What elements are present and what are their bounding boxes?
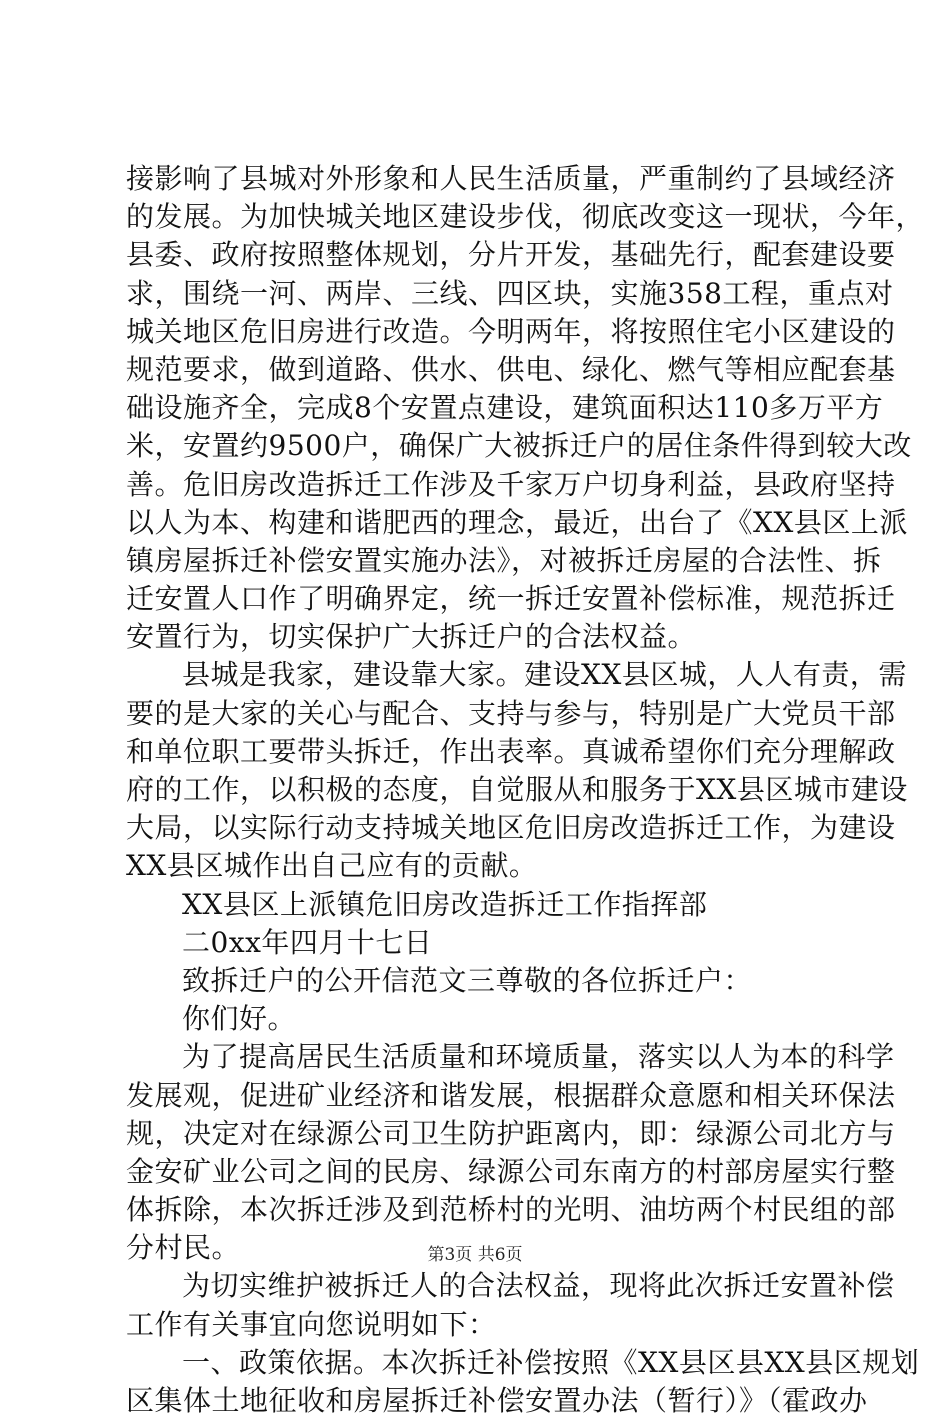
page-number-footer: 第3页 共6页: [427, 1245, 523, 1265]
text-line: 善。危旧房改造拆迁工作涉及千家万户切身利益，县政府坚持: [126, 467, 896, 501]
text-line: 求，围绕一河、两岸、三线、四区块，实施358工程，重点对: [126, 276, 894, 310]
text-line: 要的是大家的关心与配合、支持与参与，特别是广大党员干部: [126, 696, 896, 730]
section-heading: 致拆迁户的公开信范文三尊敬的各位拆迁户：: [182, 963, 753, 997]
text-line: 镇房屋拆迁补偿安置实施办法》，对被拆迁房屋的合法性、拆: [126, 543, 882, 577]
text-line: 以人为本、构建和谐肥西的理念，最近，出台了《XX县区上派: [126, 505, 908, 539]
text-line: 府的工作，以积极的态度，自觉服从和服务于XX县区城市建设: [126, 773, 908, 806]
text-line: 迁安置人口作了明确界定，统一拆迁安置补偿标准，规范拆迁: [126, 582, 896, 616]
text-line: 金安矿业公司之间的民房、绿源公司东南方的村部房屋实行整: [126, 1154, 896, 1188]
signature-org: XX县区上派镇危旧房改造拆迁工作指挥部: [182, 887, 708, 921]
text-line: 规，决定对在绿源公司卫生防护距离内，即：绿源公司北方与: [126, 1116, 896, 1150]
text-line: 发展观，促进矿业经济和谐发展，根据群众意愿和相关环保法: [126, 1078, 896, 1112]
text-line: 接影响了县城对外形象和人民生活质量，严重制约了县域经济: [126, 162, 896, 195]
text-line: 规范要求，做到道路、供水、供电、绿化、燃气等相应配套基: [126, 352, 896, 386]
text-line: 体拆除，本次拆迁涉及到范桥村的光明、油坊两个村民组的部: [126, 1193, 896, 1227]
text-line: XX县区城作出自己应有的贡献。: [126, 849, 538, 883]
text-line: 的发展。为加快城关地区建设步伐，彻底改变这一现状，今年，: [126, 200, 925, 234]
text-line: 区集体土地征收和房屋拆迁补偿安置办法（暂行）》（霍政办: [126, 1384, 868, 1417]
text-line: 县委、政府按照整体规划，分片开发，基础先行，配套建设要: [126, 238, 896, 272]
text-line: 为了提高居民生活质量和环境质量，落实以人为本的科学: [182, 1040, 895, 1074]
greeting: 你们好。: [182, 1002, 297, 1036]
text-line: 为切实维护被拆迁人的合法权益，现将此次拆迁安置补偿: [182, 1269, 895, 1303]
text-line: 工作有关事宜向您说明如下：: [126, 1307, 497, 1341]
text-line: 城关地区危旧房进行改造。今明两年，将按照住宅小区建设的: [126, 314, 896, 348]
document-body: [126, 160, 925, 1420]
text-line: 础设施齐全，完成8个安置点建设，建筑面积达110多万平方: [126, 391, 884, 425]
text-line: 县城是我家，建设靠大家。建设XX县区城，人人有责，需: [182, 658, 907, 692]
text-line: 一、政策依据。本次拆迁补偿按照《XX县区县XX县区规划: [182, 1345, 920, 1379]
text-line: 分村民。: [126, 1231, 241, 1265]
text-line: 米，安置约9500户，确保广大被拆迁户的居住条件得到较大改: [126, 429, 912, 463]
signature-date: 二0xx年四月十七日: [182, 925, 433, 959]
text-line: 和单位职工要带头拆迁，作出表率。真诚希望你们充分理解政: [126, 734, 896, 768]
text-line: 安置行为，切实保护广大拆迁户的合法权益。: [126, 620, 697, 654]
text-line: 大局，以实际行动支持城关地区危旧房改造拆迁工作，为建设: [126, 811, 896, 845]
